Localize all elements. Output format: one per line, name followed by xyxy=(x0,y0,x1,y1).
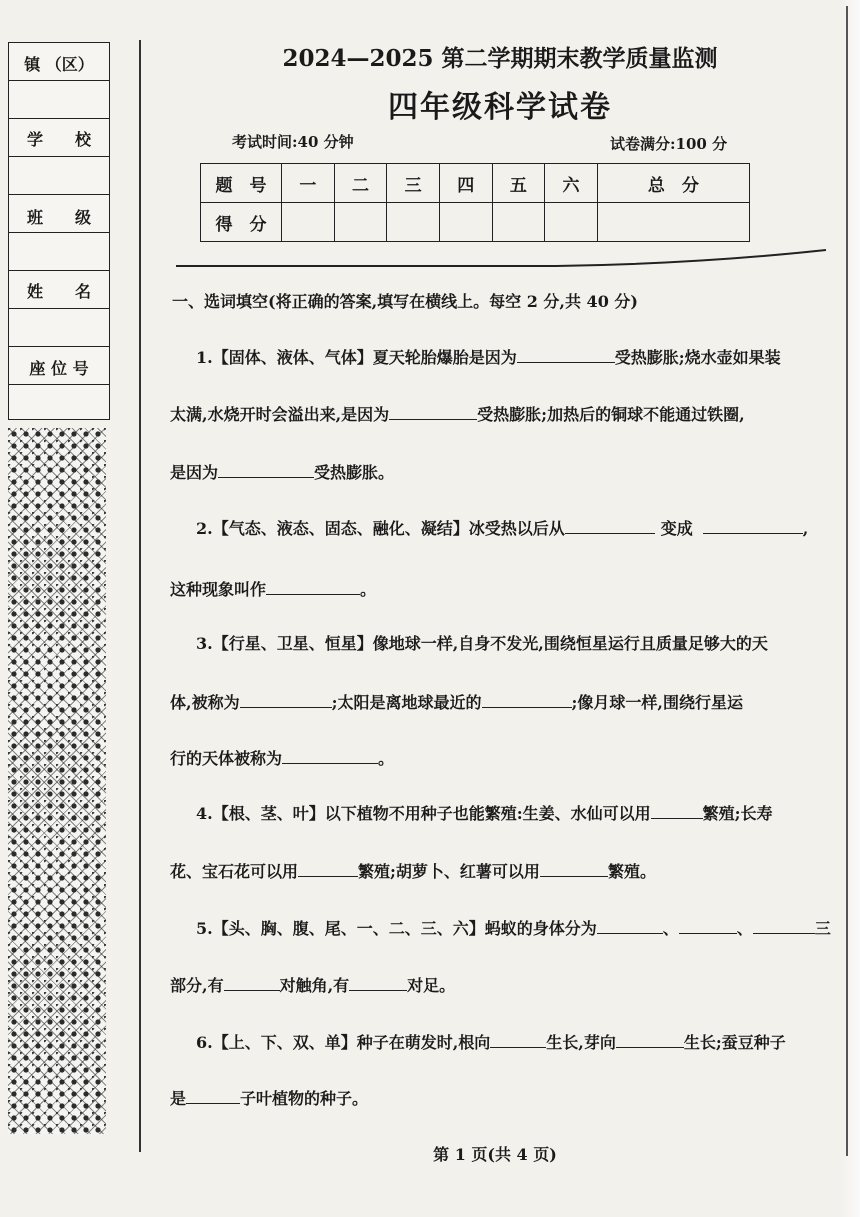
full-score: 试卷满分:100 分 xyxy=(610,135,728,153)
answer-blank[interactable] xyxy=(389,405,477,420)
binding-seal-pattern xyxy=(8,428,106,1134)
score-table xyxy=(200,163,750,242)
question-3-line-2: 体,被称为 ;太阳是离地球最近的 ;像月球一样,围绕行星运 xyxy=(170,693,743,712)
score-cell[interactable] xyxy=(334,203,387,242)
page-number: 第 1 页(共 4 页) xyxy=(433,1145,557,1164)
question-2-line-2: 这种现象叫作 。 xyxy=(170,580,377,599)
score-table-score-row xyxy=(201,203,750,242)
answer-blank[interactable] xyxy=(679,919,737,934)
question-1-line-2: 太满,水烧开时会溢出来,是因为 受热膨胀;加热后的铜球不能通过铁圈, xyxy=(170,405,745,424)
score-cell[interactable] xyxy=(282,203,335,242)
info-field-school[interactable] xyxy=(9,157,109,195)
score-cell[interactable] xyxy=(545,203,598,242)
page-edge xyxy=(842,0,860,1217)
answer-blank[interactable] xyxy=(490,1033,546,1048)
answer-blank[interactable] xyxy=(753,919,815,934)
answer-blank[interactable] xyxy=(616,1033,684,1048)
question-5-line-2: 部分,有 对触角,有 对足。 xyxy=(170,976,456,995)
info-field-seat[interactable] xyxy=(9,385,109,419)
answer-blank[interactable] xyxy=(482,693,572,708)
answer-blank[interactable] xyxy=(703,519,803,534)
student-info-box xyxy=(8,42,110,420)
score-cell[interactable] xyxy=(492,203,545,242)
question-4-line-2: 花、宝石花可以用 繁殖;胡萝卜、红薯可以用 繁殖。 xyxy=(170,862,656,881)
answer-blank[interactable] xyxy=(597,919,663,934)
score-header-cell: 五 xyxy=(492,164,545,203)
section-heading: 一、选词填空(将正确的答案,填写在横线上。每空 2 分,共 40 分) xyxy=(172,292,638,311)
info-field-class[interactable] xyxy=(9,233,109,271)
question-1-line-1: 1.【固体、液体、气体】夏天轮胎爆胎是因为 受热膨胀;烧水壶如果装 xyxy=(196,348,781,367)
binding-line xyxy=(139,40,141,1152)
question-4-line-1: 4.【根、茎、叶】以下植物不用种子也能繁殖:生姜、水仙可以用 繁殖;长寿 xyxy=(196,804,773,823)
score-header-cell: 三 xyxy=(387,164,440,203)
answer-blank[interactable] xyxy=(186,1089,240,1104)
question-6-line-2: 是 子叶植物的种子。 xyxy=(170,1089,369,1108)
info-field-name[interactable] xyxy=(9,309,109,347)
answer-blank[interactable] xyxy=(224,976,280,991)
info-label-seat: 座 位 号 xyxy=(9,347,109,385)
answer-blank[interactable] xyxy=(540,862,608,877)
answer-blank[interactable] xyxy=(266,580,360,595)
question-3-line-3: 行的天体被称为 。 xyxy=(170,749,395,768)
score-header-cell: 六 xyxy=(545,164,598,203)
question-6-line-1: 6.【上、下、双、单】种子在萌发时,根向 生长,芽向 生长;蚕豆种子 xyxy=(196,1033,786,1052)
exam-title: 2024—2025 第二学期期末教学质量监测 xyxy=(282,45,718,72)
exam-subtitle: 四年级科学试卷 xyxy=(388,90,612,125)
score-header-cell: 一 xyxy=(282,164,335,203)
info-label-class: 班 级 xyxy=(9,195,109,233)
question-3-line-1: 3.【行星、卫星、恒星】像地球一样,自身不发光,围绕恒星运行且质量足够大的天 xyxy=(196,634,768,653)
info-field-town[interactable] xyxy=(9,81,109,119)
question-2-line-1: 2.【气态、液态、固态、融化、凝结】冰受热以后从 变成 , xyxy=(196,519,809,538)
info-label-town: 镇 （区） xyxy=(9,43,109,81)
score-row-label: 得 分 xyxy=(201,203,282,242)
answer-blank[interactable] xyxy=(517,348,615,363)
answer-blank[interactable] xyxy=(240,693,332,708)
answer-blank[interactable] xyxy=(349,976,407,991)
answer-blank[interactable] xyxy=(565,519,655,534)
score-cell[interactable] xyxy=(387,203,440,242)
score-header-cell: 总 分 xyxy=(597,164,749,203)
score-header-cell: 题 号 xyxy=(201,164,282,203)
info-label-name: 姓 名 xyxy=(9,271,109,309)
question-1-line-3: 是因为 受热膨胀。 xyxy=(170,463,395,482)
score-table-header-row xyxy=(201,164,750,203)
info-label-school: 学 校 xyxy=(9,119,109,157)
page-edge-line xyxy=(846,6,848,1156)
score-cell[interactable] xyxy=(597,203,749,242)
score-header-cell: 二 xyxy=(334,164,387,203)
question-5-line-1: 5.【头、胸、腹、尾、一、二、三、六】蚂蚁的身体分为 、 、 三 xyxy=(196,919,831,938)
score-cell[interactable] xyxy=(439,203,492,242)
exam-time: 考试时间:40 分钟 xyxy=(232,133,354,151)
score-header-cell: 四 xyxy=(439,164,492,203)
answer-blank[interactable] xyxy=(282,749,378,764)
header-divider-line xyxy=(176,248,826,274)
answer-blank[interactable] xyxy=(218,463,314,478)
answer-blank[interactable] xyxy=(298,862,358,877)
answer-blank[interactable] xyxy=(651,804,703,819)
